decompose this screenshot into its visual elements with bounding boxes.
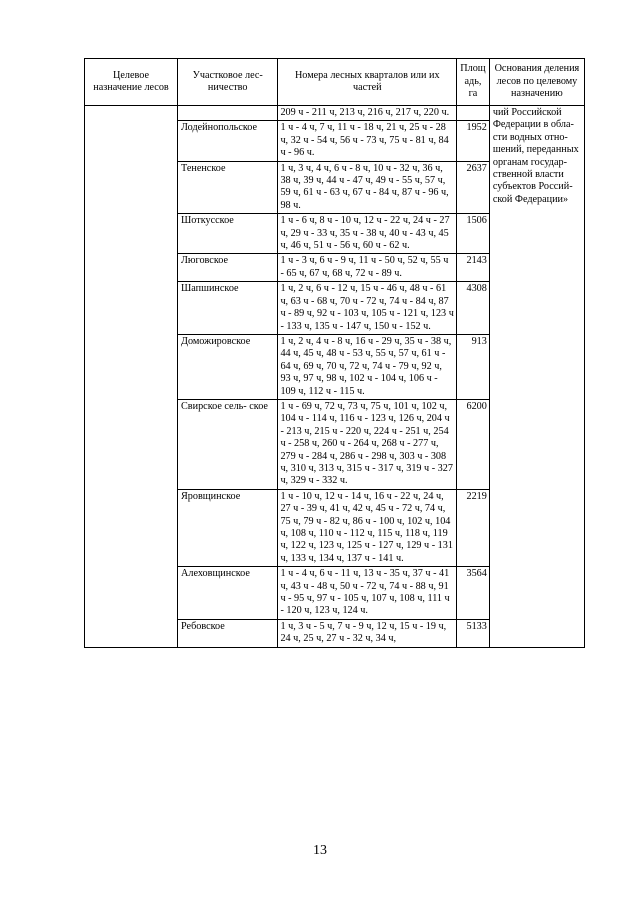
basis-cell: чий Российской Федерации в обла- сти водных отно- шений, переданных органам государ- ственной власти субъектов Россий- ской Федерации» bbox=[489, 106, 584, 648]
quarters-cell: 209 ч - 211 ч, 213 ч, 216 ч, 217 ч, 220 ч. bbox=[278, 106, 457, 121]
quarters-cell: 1 ч, 3 ч - 5 ч, 7 ч - 9 ч, 12 ч, 15 ч - 19 ч, 24 ч, 25 ч, 27 ч - 32 ч, 34 ч, bbox=[278, 619, 457, 647]
forestry-cell: Доможировское bbox=[178, 334, 278, 399]
forestry-cell: Лодейнопольское bbox=[178, 121, 278, 161]
quarters-cell: 1 ч, 2 ч, 6 ч - 12 ч, 15 ч - 46 ч, 48 ч - 61 ч, 63 ч - 68 ч, 70 ч - 72 ч, 74 ч - 84 ч, 87 ч - 89 ч, 92 ч - 103 ч, 105 ч - 121 ч, 123 ч - 133 ч, 135 ч - 147 ч, 150 ч - 152 ч. bbox=[278, 282, 457, 335]
quarters-cell: 1 ч - 3 ч, 6 ч - 9 ч, 11 ч - 50 ч, 52 ч, 55 ч - 65 ч, 67 ч, 68 ч, 72 ч - 89 ч. bbox=[278, 254, 457, 282]
header-purpose: Целевое назначение лесов bbox=[85, 59, 178, 106]
area-cell: 6200 bbox=[457, 399, 490, 489]
header-area: Площадь, га bbox=[457, 59, 490, 106]
quarters-cell: 1 ч - 6 ч, 8 ч - 10 ч, 12 ч - 22 ч, 24 ч - 27 ч, 29 ч - 33 ч, 35 ч - 38 ч, 40 ч - 43 ч, 45 ч, 46 ч, 51 ч - 56 ч, 60 ч - 62 ч. bbox=[278, 214, 457, 254]
quarters-cell: 1 ч, 3 ч, 4 ч, 6 ч - 8 ч, 10 ч - 32 ч, 36 ч, 38 ч, 39 ч, 44 ч - 47 ч, 49 ч - 55 ч, 57 ч, 59 ч, 61 ч - 63 ч, 67 ч - 84 ч, 87 ч - 96 ч, 98 ч. bbox=[278, 161, 457, 214]
forestry-cell: Шоткусское bbox=[178, 214, 278, 254]
header-forestry: Участковое лес- ничество bbox=[178, 59, 278, 106]
area-cell: 3564 bbox=[457, 567, 490, 620]
table-row bbox=[85, 106, 585, 121]
purpose-cell bbox=[85, 106, 178, 648]
area-cell: 2637 bbox=[457, 161, 490, 214]
forestry-cell bbox=[178, 106, 278, 121]
header-quarters: Номера лесных кварталов или их частей bbox=[278, 59, 457, 106]
area-cell: 1952 bbox=[457, 121, 490, 161]
page-number: 13 bbox=[313, 843, 327, 858]
area-cell: 5133 bbox=[457, 619, 490, 647]
forest-purpose-table bbox=[84, 58, 585, 648]
forestry-cell: Алеховщинское bbox=[178, 567, 278, 620]
forestry-cell: Свирское сель- ское bbox=[178, 399, 278, 489]
forestry-cell: Яровщинское bbox=[178, 489, 278, 566]
area-cell: 913 bbox=[457, 334, 490, 399]
forestry-cell: Ребовское bbox=[178, 619, 278, 647]
quarters-cell: 1 ч, 2 ч, 4 ч - 8 ч, 16 ч - 29 ч, 35 ч - 38 ч, 44 ч, 45 ч, 48 ч - 53 ч, 55 ч, 57 ч, 61 ч - 64 ч, 69 ч, 70 ч, 72 ч, 74 ч - 79 ч, 92 ч, 93 ч, 97 ч, 98 ч, 102 ч - 104 ч, 106 ч - 109 ч, 112 ч - 115 ч. bbox=[278, 334, 457, 399]
area-cell: 2219 bbox=[457, 489, 490, 566]
forestry-cell: Люговское bbox=[178, 254, 278, 282]
area-cell: 4308 bbox=[457, 282, 490, 335]
quarters-cell: 1 ч - 4 ч, 6 ч - 11 ч, 13 ч - 35 ч, 37 ч - 41 ч, 43 ч - 48 ч, 50 ч - 72 ч, 74 ч - 88 ч, 91 ч - 95 ч, 97 ч - 105 ч, 107 ч, 108 ч, 111 ч - 120 ч, 123 ч, 124 ч. bbox=[278, 567, 457, 620]
quarters-cell: 1 ч - 4 ч, 7 ч, 11 ч - 18 ч, 21 ч, 25 ч - 28 ч, 32 ч - 54 ч, 56 ч - 73 ч, 75 ч - 81 ч, 84 ч - 96 ч. bbox=[278, 121, 457, 161]
quarters-cell: 1 ч - 10 ч, 12 ч - 14 ч, 16 ч - 22 ч, 24 ч, 27 ч - 39 ч, 41 ч, 42 ч, 45 ч - 72 ч, 74 ч, 75 ч, 79 ч - 82 ч, 86 ч - 100 ч, 102 ч, 104 ч, 108 ч, 110 ч - 112 ч, 115 ч, 118 ч, 119 ч, 122 ч, 123 ч, 125 ч - 127 ч, 129 ч - 131 ч, 133 ч, 134 ч, 137 ч - 141 ч. bbox=[278, 489, 457, 566]
forestry-cell: Шапшинское bbox=[178, 282, 278, 335]
area-cell: 1506 bbox=[457, 214, 490, 254]
table-header-row bbox=[85, 59, 585, 106]
table-body bbox=[85, 106, 585, 648]
quarters-cell: 1 ч - 69 ч, 72 ч, 73 ч, 75 ч, 101 ч, 102 ч, 104 ч - 114 ч, 116 ч - 123 ч, 126 ч, 204 ч - 213 ч, 215 ч - 220 ч, 224 ч - 251 ч, 254 ч - 258 ч, 260 ч - 264 ч, 268 ч - 277 ч, 279 ч - 284 ч, 286 ч - 298 ч, 303 ч - 308 ч, 310 ч, 313 ч, 315 ч - 317 ч, 319 ч - 327 ч, 329 ч - 332 ч. bbox=[278, 399, 457, 489]
forestry-cell: Тененское bbox=[178, 161, 278, 214]
header-basis: Основания деления лесов по целевому назначению bbox=[489, 59, 584, 106]
area-cell: 2143 bbox=[457, 254, 490, 282]
area-cell bbox=[457, 106, 490, 121]
